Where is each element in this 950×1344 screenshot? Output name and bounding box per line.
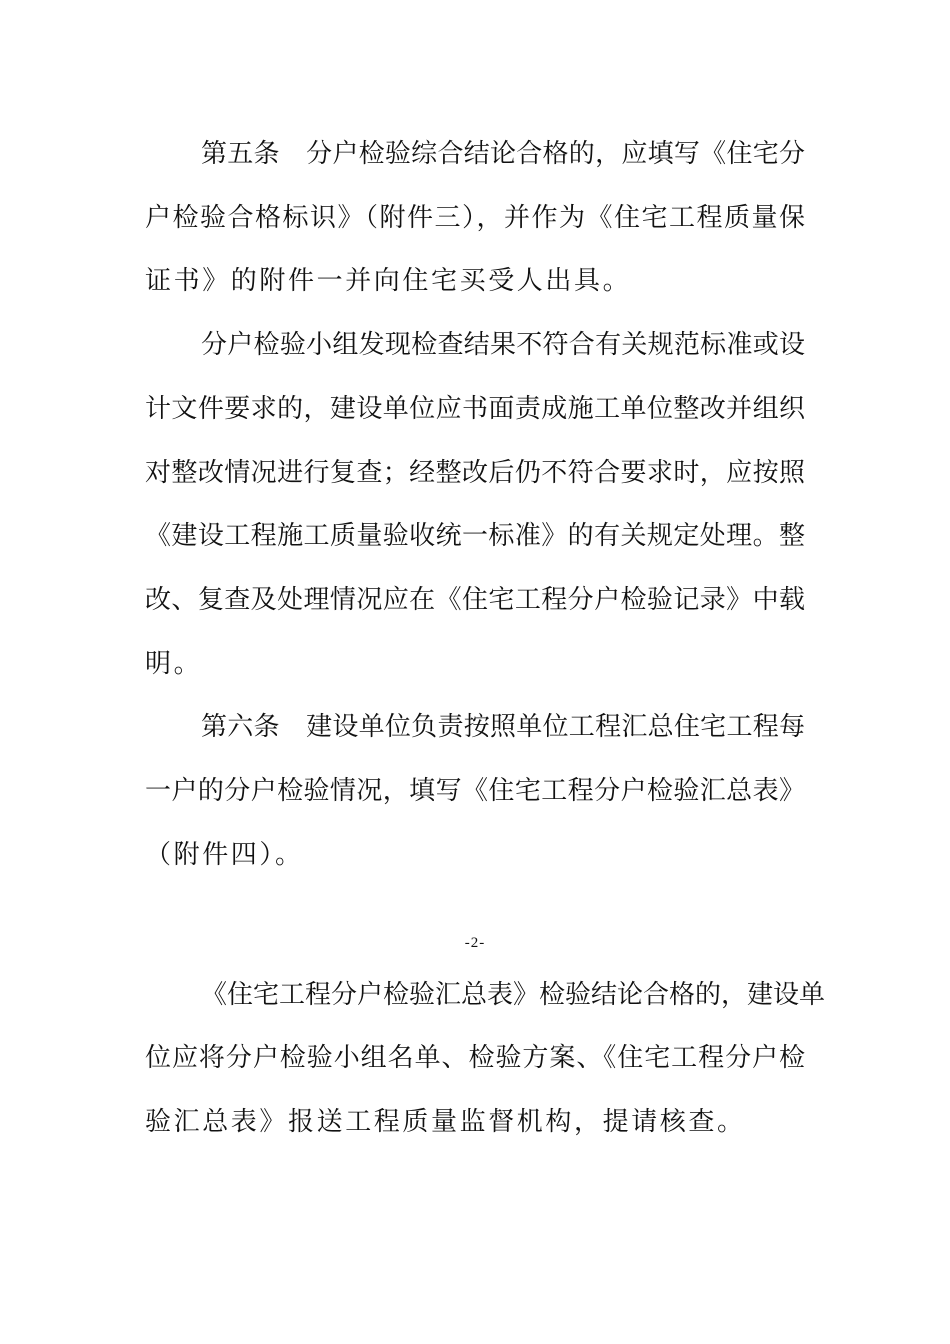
article-5-line-2: 户检验合格标识》（附件三），并作为《住宅工程质量保	[145, 203, 805, 233]
submit-line-2: 位应将分户检验小组名单、检验方案、《住宅工程分户检	[145, 1043, 805, 1073]
page-number: -2-	[464, 935, 486, 951]
recheck-line-3: 对整改情况进行复查；经整改后仍不符合要求时，应按照	[145, 458, 805, 488]
article-6-line-2: 一户的分户检验情况，填写《住宅工程分户检验汇总表》	[145, 776, 805, 806]
article-6-line-1: 第六条 建设单位负责按照单位工程汇总住宅工程每	[201, 712, 805, 742]
recheck-line-2: 计文件要求的，建设单位应书面责成施工单位整改并组织	[145, 394, 805, 424]
article-5-line-3: 证书》的附件一并向住宅买受人出具。	[145, 266, 632, 296]
recheck-line-6: 明。	[145, 649, 203, 679]
recheck-line-5: 改、复查及处理情况应在《住宅工程分户检验记录》中载	[145, 585, 805, 615]
article-5-line-1: 第五条 分户检验综合结论合格的，应填写《住宅分	[201, 139, 805, 169]
recheck-line-1: 分户检验小组发现检查结果不符合有关规范标准或设	[201, 330, 805, 360]
submit-line-3: 验汇总表》报送工程质量监督机构，提请核查。	[145, 1107, 746, 1137]
submit-line-1: 《住宅工程分户检验汇总表》检验结论合格的，建设单	[201, 980, 826, 1010]
article-6-line-3: （附件四）。	[145, 840, 304, 870]
recheck-line-4: 《建设工程施工质量验收统一标准》的有关规定处理。整	[145, 521, 805, 551]
